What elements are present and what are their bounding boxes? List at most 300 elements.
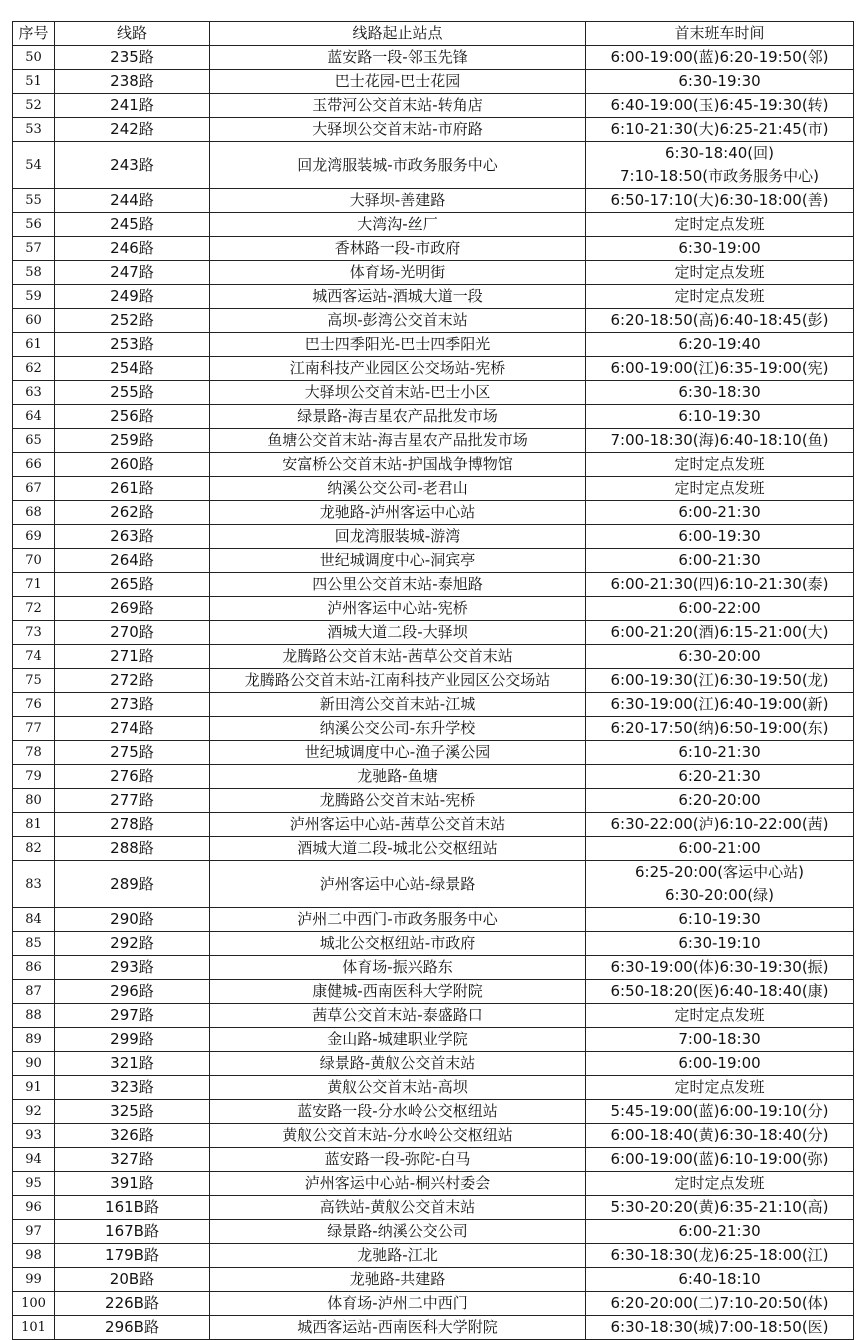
cell-schedule xyxy=(586,309,854,333)
cell-number: 78 xyxy=(13,741,55,765)
table-row xyxy=(13,405,854,429)
cell-route: 290路 xyxy=(55,908,210,932)
schedule-line: 6:50-18:20(医)6:40-18:40(康) xyxy=(610,982,829,1000)
cell-schedule xyxy=(586,381,854,405)
cell-stops: 龙驰路-共建路 xyxy=(210,1268,586,1292)
cell-stops: 城西客运站-酒城大道一段 xyxy=(210,285,586,309)
cell-schedule xyxy=(586,405,854,429)
cell-stops: 鱼塘公交首末站-海吉星农产品批发市场 xyxy=(210,429,586,453)
cell-stops: 龙驰路-鱼塘 xyxy=(210,765,586,789)
cell-schedule xyxy=(586,549,854,573)
cell-number: 55 xyxy=(13,189,55,213)
schedule-line: 6:40-19:00(玉)6:45-19:30(转) xyxy=(610,96,829,114)
table-row xyxy=(13,621,854,645)
table-row xyxy=(13,142,854,189)
table-row xyxy=(13,453,854,477)
cell-number: 77 xyxy=(13,717,55,741)
cell-route: 241路 xyxy=(55,94,210,118)
cell-schedule xyxy=(586,573,854,597)
cell-stops: 纳溪公交公司-老君山 xyxy=(210,477,586,501)
schedule-line: 6:20-20:00 xyxy=(678,791,761,809)
cell-stops: 绿景路-黄舣公交首末站 xyxy=(210,1052,586,1076)
cell-schedule xyxy=(586,1244,854,1268)
schedule-line: 6:20-18:50(高)6:40-18:45(彭) xyxy=(610,311,829,329)
schedule-line: 7:00-18:30(海)6:40-18:10(鱼) xyxy=(610,431,829,449)
cell-stops: 泸州二中西门-市政务服务中心 xyxy=(210,908,586,932)
cell-number: 65 xyxy=(13,429,55,453)
cell-route: 296B路 xyxy=(55,1316,210,1340)
cell-stops: 黄舣公交首末站-高坝 xyxy=(210,1076,586,1100)
cell-schedule xyxy=(586,429,854,453)
cell-schedule xyxy=(586,237,854,261)
cell-schedule xyxy=(586,813,854,837)
cell-stops: 体育场-泸州二中西门 xyxy=(210,1292,586,1316)
cell-stops: 体育场-振兴路东 xyxy=(210,956,586,980)
cell-number: 72 xyxy=(13,597,55,621)
cell-number: 92 xyxy=(13,1100,55,1124)
cell-route: 246路 xyxy=(55,237,210,261)
cell-route: 253路 xyxy=(55,333,210,357)
cell-schedule xyxy=(586,908,854,932)
table-body xyxy=(13,46,854,1340)
table-row xyxy=(13,1028,854,1052)
cell-number: 64 xyxy=(13,405,55,429)
cell-route: 179B路 xyxy=(55,1244,210,1268)
table-row xyxy=(13,932,854,956)
table-row xyxy=(13,956,854,980)
table-row xyxy=(13,717,854,741)
table-row xyxy=(13,381,854,405)
schedule-line: 6:00-22:00 xyxy=(678,599,761,617)
cell-number: 95 xyxy=(13,1172,55,1196)
cell-stops: 巴士花园-巴士花园 xyxy=(210,70,586,94)
table-row xyxy=(13,285,854,309)
table-row xyxy=(13,741,854,765)
cell-schedule xyxy=(586,70,854,94)
cell-number: 94 xyxy=(13,1148,55,1172)
cell-number: 84 xyxy=(13,908,55,932)
cell-route: 167B路 xyxy=(55,1220,210,1244)
schedule-line: 6:30-19:10 xyxy=(678,934,761,952)
cell-number: 68 xyxy=(13,501,55,525)
cell-number: 97 xyxy=(13,1220,55,1244)
table-row xyxy=(13,1196,854,1220)
schedule-line: 5:45-19:00(蓝)6:00-19:10(分) xyxy=(610,1102,829,1120)
cell-route: 288路 xyxy=(55,837,210,861)
cell-stops: 安富桥公交首末站-护国战争博物馆 xyxy=(210,453,586,477)
table-row xyxy=(13,693,854,717)
schedule-line: 6:30-19:00 xyxy=(678,239,761,257)
table-row xyxy=(13,237,854,261)
schedule-line: 7:10-18:50(市政务服务中心) xyxy=(619,167,820,185)
cell-route: 238路 xyxy=(55,70,210,94)
cell-route: 323路 xyxy=(55,1076,210,1100)
cell-route: 275路 xyxy=(55,741,210,765)
table-row xyxy=(13,789,854,813)
cell-stops: 龙驰路-泸州客运中心站 xyxy=(210,501,586,525)
schedule-line: 6:30-18:30 xyxy=(678,383,761,401)
cell-stops: 泸州客运中心站-宪桥 xyxy=(210,597,586,621)
table-row xyxy=(13,189,854,213)
schedule-line: 6:00-19:30 xyxy=(678,527,761,545)
cell-route: 297路 xyxy=(55,1004,210,1028)
schedule-line: 6:00-21:30 xyxy=(678,551,761,569)
cell-number: 67 xyxy=(13,477,55,501)
cell-stops: 金山路-城建职业学院 xyxy=(210,1028,586,1052)
cell-number: 63 xyxy=(13,381,55,405)
cell-stops: 四公里公交首末站-泰旭路 xyxy=(210,573,586,597)
cell-number: 99 xyxy=(13,1268,55,1292)
schedule-line: 6:20-20:00(二)7:10-20:50(体) xyxy=(610,1294,829,1312)
cell-number: 98 xyxy=(13,1244,55,1268)
cell-stops: 大驿坝公交首末站-市府路 xyxy=(210,118,586,142)
cell-number: 89 xyxy=(13,1028,55,1052)
cell-schedule xyxy=(586,1220,854,1244)
cell-route: 321路 xyxy=(55,1052,210,1076)
schedule-line: 6:20-21:30 xyxy=(678,767,761,785)
cell-route: 292路 xyxy=(55,932,210,956)
cell-route: 252路 xyxy=(55,309,210,333)
cell-stops: 酒城大道二段-大驿坝 xyxy=(210,621,586,645)
cell-schedule xyxy=(586,142,854,189)
schedule-line: 6:00-18:40(黄)6:30-18:40(分) xyxy=(610,1126,829,1144)
cell-schedule xyxy=(586,1196,854,1220)
schedule-line: 6:30-22:00(泸)6:10-22:00(茜) xyxy=(610,815,829,833)
cell-number: 82 xyxy=(13,837,55,861)
schedule-line: 6:10-21:30 xyxy=(678,743,761,761)
cell-number: 62 xyxy=(13,357,55,381)
schedule-line: 6:10-19:30 xyxy=(678,407,761,425)
table-row xyxy=(13,1076,854,1100)
table-row xyxy=(13,1316,854,1340)
cell-stops: 绿景路-纳溪公交公司 xyxy=(210,1220,586,1244)
cell-stops: 江南科技产业园区公交场站-宪桥 xyxy=(210,357,586,381)
cell-number: 91 xyxy=(13,1076,55,1100)
cell-stops: 康健城-西南医科大学附院 xyxy=(210,980,586,1004)
cell-stops: 大湾沟-丝厂 xyxy=(210,213,586,237)
cell-number: 90 xyxy=(13,1052,55,1076)
cell-route: 244路 xyxy=(55,189,210,213)
schedule-line: 定时定点发班 xyxy=(674,455,765,473)
cell-schedule xyxy=(586,285,854,309)
schedule-line: 5:30-20:20(黄)6:35-21:10(高) xyxy=(610,1198,829,1216)
table-row xyxy=(13,333,854,357)
cell-route: 293路 xyxy=(55,956,210,980)
cell-route: 262路 xyxy=(55,501,210,525)
cell-stops: 纳溪公交公司-东升学校 xyxy=(210,717,586,741)
schedule-line: 定时定点发班 xyxy=(674,1078,765,1096)
cell-route: 161B路 xyxy=(55,1196,210,1220)
schedule-line: 6:00-19:00(蓝)6:10-19:00(弥) xyxy=(610,1150,829,1168)
table-row xyxy=(13,94,854,118)
table-row xyxy=(13,118,854,142)
cell-route: 243路 xyxy=(55,142,210,189)
cell-route: 235路 xyxy=(55,46,210,70)
schedule-line: 6:20-17:50(纳)6:50-19:00(东) xyxy=(610,719,829,737)
cell-route: 254路 xyxy=(55,357,210,381)
cell-route: 272路 xyxy=(55,669,210,693)
table-row xyxy=(13,261,854,285)
cell-number: 101 xyxy=(13,1316,55,1340)
cell-stops: 世纪城调度中心-渔子溪公园 xyxy=(210,741,586,765)
table-row xyxy=(13,980,854,1004)
cell-schedule xyxy=(586,1172,854,1196)
cell-route: 20B路 xyxy=(55,1268,210,1292)
cell-stops: 回龙湾服装城-游湾 xyxy=(210,525,586,549)
cell-route: 263路 xyxy=(55,525,210,549)
schedule-line: 定时定点发班 xyxy=(674,1174,765,1192)
table-header-row xyxy=(13,22,854,46)
cell-number: 56 xyxy=(13,213,55,237)
cell-schedule xyxy=(586,46,854,70)
table-row xyxy=(13,908,854,932)
cell-stops: 酒城大道二段-城北公交枢纽站 xyxy=(210,837,586,861)
cell-number: 60 xyxy=(13,309,55,333)
schedule-line: 6:00-19:00 xyxy=(678,1054,761,1072)
cell-schedule xyxy=(586,1148,854,1172)
cell-number: 76 xyxy=(13,693,55,717)
cell-stops: 蓝安路一段-邻玉先锋 xyxy=(210,46,586,70)
cell-route: 247路 xyxy=(55,261,210,285)
cell-number: 53 xyxy=(13,118,55,142)
table-row xyxy=(13,1124,854,1148)
header-schedule: 首末班车时间 xyxy=(586,22,854,46)
cell-schedule xyxy=(586,837,854,861)
cell-number: 96 xyxy=(13,1196,55,1220)
table-row xyxy=(13,837,854,861)
cell-route: 327路 xyxy=(55,1148,210,1172)
table-row xyxy=(13,1052,854,1076)
cell-schedule xyxy=(586,861,854,908)
cell-number: 74 xyxy=(13,645,55,669)
cell-stops: 泸州客运中心站-茜草公交首末站 xyxy=(210,813,586,837)
table-row xyxy=(13,1292,854,1316)
schedule-line: 6:30-18:30(龙)6:25-18:00(江) xyxy=(610,1246,829,1264)
cell-schedule xyxy=(586,189,854,213)
schedule-line: 6:30-20:00 xyxy=(678,647,761,665)
table-row xyxy=(13,669,854,693)
cell-stops: 龙腾路公交首末站-宪桥 xyxy=(210,789,586,813)
table-row xyxy=(13,765,854,789)
cell-schedule xyxy=(586,1004,854,1028)
schedule-line: 6:00-21:20(酒)6:15-21:00(大) xyxy=(610,623,829,641)
cell-schedule xyxy=(586,1028,854,1052)
cell-schedule xyxy=(586,717,854,741)
cell-stops: 泸州客运中心站-桐兴村委会 xyxy=(210,1172,586,1196)
schedule-line: 6:00-19:00(江)6:35-19:00(宪) xyxy=(610,359,829,377)
cell-route: 278路 xyxy=(55,813,210,837)
cell-schedule xyxy=(586,333,854,357)
cell-schedule xyxy=(586,501,854,525)
cell-number: 54 xyxy=(13,142,55,189)
table-row xyxy=(13,597,854,621)
schedule-line: 6:30-19:00(江)6:40-19:00(新) xyxy=(610,695,829,713)
cell-schedule xyxy=(586,932,854,956)
schedule-line: 7:00-18:30 xyxy=(678,1030,761,1048)
cell-route: 271路 xyxy=(55,645,210,669)
cell-route: 269路 xyxy=(55,597,210,621)
table-row xyxy=(13,525,854,549)
cell-number: 85 xyxy=(13,932,55,956)
cell-stops: 玉带河公交首末站-转角店 xyxy=(210,94,586,118)
schedule-line: 6:30-19:00(体)6:30-19:30(振) xyxy=(610,958,829,976)
schedule-line: 定时定点发班 xyxy=(674,263,765,281)
cell-stops: 体育场-光明街 xyxy=(210,261,586,285)
cell-number: 80 xyxy=(13,789,55,813)
bus-route-table xyxy=(12,21,854,1340)
table-row xyxy=(13,549,854,573)
schedule-line: 6:10-19:30 xyxy=(678,910,761,928)
table-row xyxy=(13,46,854,70)
schedule-line: 6:10-21:30(大)6:25-21:45(市) xyxy=(610,120,829,138)
cell-number: 87 xyxy=(13,980,55,1004)
table-row xyxy=(13,1148,854,1172)
cell-schedule xyxy=(586,1316,854,1340)
schedule-line: 定时定点发班 xyxy=(674,1006,765,1024)
cell-number: 59 xyxy=(13,285,55,309)
table-row xyxy=(13,213,854,237)
cell-number: 86 xyxy=(13,956,55,980)
cell-schedule xyxy=(586,213,854,237)
cell-stops: 泸州客运中心站-绿景路 xyxy=(210,861,586,908)
cell-number: 71 xyxy=(13,573,55,597)
schedule-line: 6:00-21:00 xyxy=(678,839,761,857)
cell-route: 255路 xyxy=(55,381,210,405)
cell-route: 242路 xyxy=(55,118,210,142)
cell-number: 58 xyxy=(13,261,55,285)
cell-stops: 城西客运站-西南医科大学附院 xyxy=(210,1316,586,1340)
cell-number: 93 xyxy=(13,1124,55,1148)
schedule-line: 6:30-20:00(绿) xyxy=(664,886,775,904)
cell-schedule xyxy=(586,669,854,693)
cell-stops: 高坝-彭湾公交首末站 xyxy=(210,309,586,333)
schedule-line: 6:20-19:40 xyxy=(678,335,761,353)
table-row xyxy=(13,477,854,501)
schedule-line: 6:30-18:30(城)7:00-18:50(医) xyxy=(610,1318,829,1336)
header-route: 线路 xyxy=(55,22,210,46)
table-row xyxy=(13,1244,854,1268)
table-row xyxy=(13,813,854,837)
cell-stops: 巴士四季阳光-巴士四季阳光 xyxy=(210,333,586,357)
cell-route: 296路 xyxy=(55,980,210,1004)
table-row xyxy=(13,1100,854,1124)
cell-schedule xyxy=(586,477,854,501)
cell-route: 274路 xyxy=(55,717,210,741)
cell-schedule xyxy=(586,1124,854,1148)
cell-schedule xyxy=(586,645,854,669)
cell-number: 83 xyxy=(13,861,55,908)
cell-route: 299路 xyxy=(55,1028,210,1052)
cell-schedule xyxy=(586,621,854,645)
schedule-line: 6:25-20:00(客运中心站) xyxy=(634,863,805,881)
header-stops: 线路起止站点 xyxy=(210,22,586,46)
schedule-line: 定时定点发班 xyxy=(674,287,765,305)
cell-number: 75 xyxy=(13,669,55,693)
table-row xyxy=(13,1220,854,1244)
cell-number: 81 xyxy=(13,813,55,837)
table-row xyxy=(13,573,854,597)
cell-route: 277路 xyxy=(55,789,210,813)
table-row xyxy=(13,1004,854,1028)
cell-stops: 龙腾路公交首末站-茜草公交首末站 xyxy=(210,645,586,669)
schedule-line: 6:30-18:40(回) xyxy=(664,144,775,162)
schedule-line: 6:00-19:30(江)6:30-19:50(龙) xyxy=(610,671,829,689)
table-row xyxy=(13,429,854,453)
cell-number: 52 xyxy=(13,94,55,118)
cell-route: 256路 xyxy=(55,405,210,429)
cell-number: 66 xyxy=(13,453,55,477)
cell-schedule xyxy=(586,118,854,142)
table-row xyxy=(13,501,854,525)
cell-route: 289路 xyxy=(55,861,210,908)
cell-schedule xyxy=(586,980,854,1004)
cell-number: 51 xyxy=(13,70,55,94)
cell-stops: 绿景路-海吉星农产品批发市场 xyxy=(210,405,586,429)
cell-route: 326路 xyxy=(55,1124,210,1148)
cell-stops: 黄舣公交首末站-分水岭公交枢纽站 xyxy=(210,1124,586,1148)
cell-schedule xyxy=(586,453,854,477)
cell-stops: 世纪城调度中心-洞宾亭 xyxy=(210,549,586,573)
cell-schedule xyxy=(586,741,854,765)
cell-schedule xyxy=(586,789,854,813)
schedule-line: 6:00-21:30(四)6:10-21:30(泰) xyxy=(610,575,829,593)
cell-schedule xyxy=(586,1100,854,1124)
cell-schedule xyxy=(586,765,854,789)
cell-schedule xyxy=(586,693,854,717)
cell-schedule xyxy=(586,357,854,381)
table-row xyxy=(13,70,854,94)
cell-number: 50 xyxy=(13,46,55,70)
cell-route: 261路 xyxy=(55,477,210,501)
cell-number: 73 xyxy=(13,621,55,645)
cell-route: 245路 xyxy=(55,213,210,237)
schedule-line: 6:40-18:10 xyxy=(678,1270,761,1288)
cell-number: 79 xyxy=(13,765,55,789)
table-row xyxy=(13,861,854,908)
cell-schedule xyxy=(586,597,854,621)
schedule-line: 6:50-17:10(大)6:30-18:00(善) xyxy=(610,191,829,209)
cell-stops: 蓝安路一段-弥陀-白马 xyxy=(210,1148,586,1172)
cell-stops: 城北公交枢纽站-市政府 xyxy=(210,932,586,956)
schedule-line: 6:00-21:30 xyxy=(678,503,761,521)
table-row xyxy=(13,1172,854,1196)
schedule-line: 6:30-19:30 xyxy=(678,72,761,90)
cell-number: 100 xyxy=(13,1292,55,1316)
cell-stops: 新田湾公交首末站-江城 xyxy=(210,693,586,717)
schedule-line: 6:00-19:00(蓝)6:20-19:50(邻) xyxy=(610,48,829,66)
cell-stops: 蓝安路一段-分水岭公交枢纽站 xyxy=(210,1100,586,1124)
cell-schedule xyxy=(586,94,854,118)
cell-number: 70 xyxy=(13,549,55,573)
table-row xyxy=(13,1268,854,1292)
cell-schedule xyxy=(586,261,854,285)
cell-schedule xyxy=(586,1292,854,1316)
cell-schedule xyxy=(586,1076,854,1100)
cell-number: 88 xyxy=(13,1004,55,1028)
cell-route: 270路 xyxy=(55,621,210,645)
cell-stops: 龙驰路-江北 xyxy=(210,1244,586,1268)
cell-route: 226B路 xyxy=(55,1292,210,1316)
schedule-line: 6:00-21:30 xyxy=(678,1222,761,1240)
table-row xyxy=(13,357,854,381)
cell-number: 57 xyxy=(13,237,55,261)
cell-route: 276路 xyxy=(55,765,210,789)
table-row xyxy=(13,309,854,333)
cell-number: 69 xyxy=(13,525,55,549)
table-row xyxy=(13,645,854,669)
cell-stops: 回龙湾服装城-市政务服务中心 xyxy=(210,142,586,189)
cell-route: 259路 xyxy=(55,429,210,453)
